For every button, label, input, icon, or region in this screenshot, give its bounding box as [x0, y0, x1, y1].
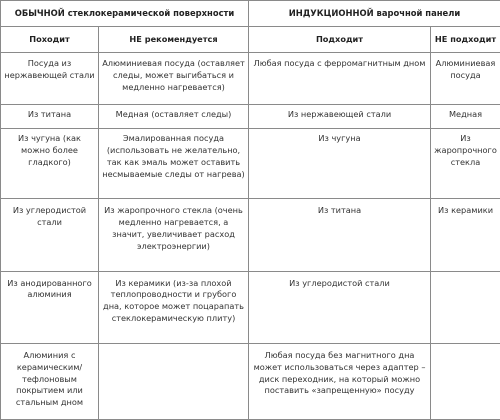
cell-induction-suitable: Из нержавеющей стали	[249, 105, 431, 129]
subheader-row	[1, 27, 500, 53]
cell-induction-suitable: Из титана	[249, 199, 431, 271]
cell-glass-suitable: Из чугуна (как можно более гладкого)	[1, 129, 99, 199]
subheader-suitable-glass: Походит	[1, 27, 99, 53]
cell-glass-not-recommended: Эмалированная посуда (использовать не желательно, так как эмаль может оставить несмываемые следы от нагрева)	[99, 129, 249, 199]
cell-induction-not-suitable	[431, 343, 500, 419]
subheader-not-recommended: НЕ рекомендуется	[99, 27, 249, 53]
cell-induction-not-suitable: Медная	[431, 105, 500, 129]
header-row	[1, 1, 500, 27]
table-row	[1, 129, 500, 199]
cell-glass-suitable: Из анодированного алюминия	[1, 271, 99, 343]
cell-induction-suitable: Из чугуна	[249, 129, 431, 199]
cell-glass-not-recommended: Алюминиевая посуда (оставляет следы, может выгибаться и медленно нагревается)	[99, 53, 249, 105]
header-glass-ceramic: ОБЫЧНОЙ стеклокерамической поверхности	[1, 1, 249, 27]
cell-induction-not-suitable	[431, 271, 500, 343]
table-row	[1, 53, 500, 105]
cell-induction-suitable: Из углеродистой стали	[249, 271, 431, 343]
cell-glass-suitable: Посуда из нержавеющей стали	[1, 53, 99, 105]
cell-induction-not-suitable: Из керамики	[431, 199, 500, 271]
cell-glass-suitable: Алюминия с керамическим/ тефлоновым покрытием или стальным дном	[1, 343, 99, 419]
cell-induction-suitable: Любая посуда без магнитного дна может использоваться через адаптер – диск переходник, на который можно поставить «запрещенную» посуду	[249, 343, 431, 419]
subheader-not-suitable: НЕ подходит	[431, 27, 500, 53]
subheader-suitable-induction: Подходит	[249, 27, 431, 53]
cell-glass-suitable: Из углеродистой стали	[1, 199, 99, 271]
table-row	[1, 343, 500, 419]
cell-glass-not-recommended	[99, 343, 249, 419]
cell-glass-not-recommended: Из жаропрочного стекла (очень медленно нагревается, а значит, увеличивает расход электроэнергии)	[99, 199, 249, 271]
table-row	[1, 199, 500, 271]
table-row	[1, 271, 500, 343]
header-induction: ИНДУКЦИОННОЙ варочной панели	[249, 1, 500, 27]
cell-induction-suitable: Любая посуда с ферромагнитным дном	[249, 53, 431, 105]
cell-glass-not-recommended: Из керамики (из-за плохой теплопроводности и грубого дна, которое может поцарапать стеклокерамическую плиту)	[99, 271, 249, 343]
cell-induction-not-suitable: Алюминиевая посуда	[431, 53, 500, 105]
cell-induction-not-suitable: Из жаропрочного стекла	[431, 129, 500, 199]
table-row	[1, 105, 500, 129]
cell-glass-suitable: Из титана	[1, 105, 99, 129]
cell-glass-not-recommended: Медная (оставляет следы)	[99, 105, 249, 129]
